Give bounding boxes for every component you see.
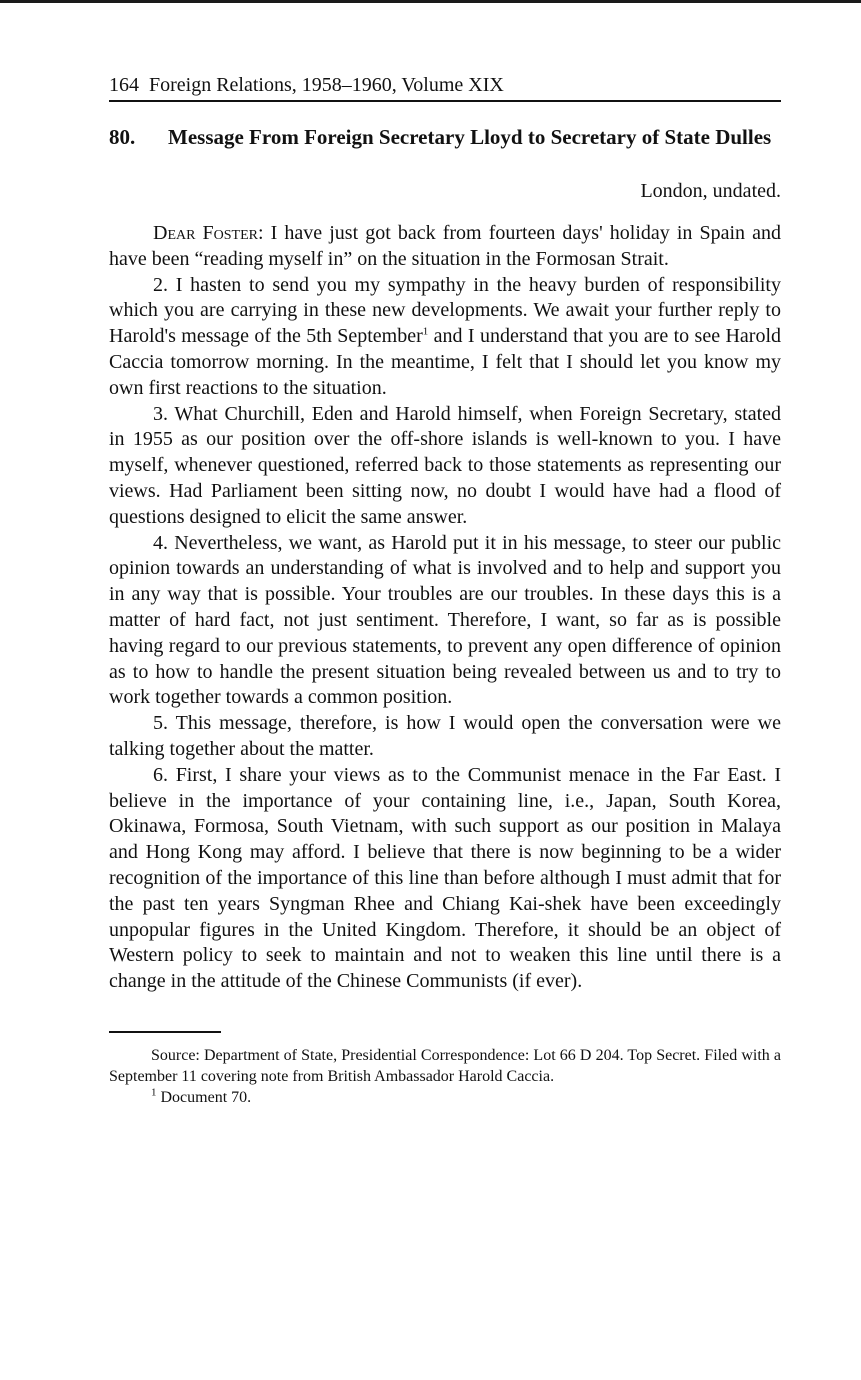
footnote-1 <box>109 1087 781 1108</box>
paragraph-1 <box>109 221 781 273</box>
paragraph-2-text-a: 2. I hasten to send you my sympathy in the heavy burden of responsibility which you are carrying in these new developments. We await your further reply to Harold's message of the 5th September <box>109 273 781 348</box>
footnote-rule <box>109 1031 221 1033</box>
paragraph-2 <box>109 273 781 402</box>
publication-title: Foreign Relations, 1958–1960, Volume XIX <box>149 74 504 96</box>
source-note: Source: Department of State, Presidential Correspondence: Lot 66 D 204. Top Secret. Filed with a September 11 covering note from British Ambassador Harold Caccia. <box>109 1046 781 1085</box>
paragraph-4: 4. Nevertheless, we want, as Harold put it in his message, to steer our public opinion towards an understanding of what is involved and to help and support you in any way that is possible. Your troubles are our troubles. In these days this is a matter of hard fact, not just sentiment. Therefore, I want, so far as is possible having regard to our previous statements, to prevent any open difference of opinion as to how to handle the present situation being revealed between us and to try to work together towards a common position. <box>109 531 781 709</box>
page-top-edge <box>0 0 861 3</box>
document-title: Message From Foreign Secretary Lloyd to Secretary of State Dulles <box>168 125 772 149</box>
footnotes <box>109 1045 781 1108</box>
dateline: London, undated. <box>640 180 781 202</box>
footnote-1-text: Document 70. <box>156 1088 252 1106</box>
footnote-1-marker: 1 <box>151 1086 157 1099</box>
running-head <box>109 72 781 102</box>
paragraph-3: 3. What Churchill, Eden and Harold himself, when Foreign Secretary, stated in 1955 as our position over the off-shore islands is well-known to you. I have myself, whenever questioned, referred back to those statements as representing our views. Had Parliament been sitting now, no doubt I would have had a flood of questions designed to elicit the same answer. <box>109 402 781 528</box>
footnote-ref-1[interactable]: 1 <box>422 325 429 338</box>
paragraph-2-text-b: and I understand that you are to see Harold Caccia tomorrow morning. In the meantime, I felt that I should let you know my own first reactions to the situation. <box>109 325 782 399</box>
document-number: 80. <box>109 125 136 149</box>
paragraph-1-text: I have just got back from fourteen days' holiday in Spain and have been “reading myself in” on the situation in the Formosan Strait. <box>109 222 782 270</box>
document-page <box>109 72 781 1108</box>
page-number: 164 <box>109 74 139 96</box>
paragraph-6: 6. First, I share your views as to the Communist menace in the Far East. I believe in the importance of your containing line, i.e., Japan, South Korea, Okinawa, Formosa, South Vietnam, with such support as our position in Malaya and Hong Kong may afford. I believe that there is now beginning to be a wider recognition of the importance of this line than before although I must admit that for the past ten years Syngman Rhee and Chiang Kai-shek have been exceedingly unpopular figures in the United Kingdom. Therefore, it should be an object of Western policy to seek to maintain and not to weaken this line until there is a change in the attitude of the Chinese Communists (if ever). <box>109 763 781 993</box>
salutation: Dear Foster: <box>153 222 264 244</box>
letter-body <box>109 221 781 995</box>
document-heading <box>109 124 781 151</box>
paragraph-5: 5. This message, therefore, is how I would open the conversation were we talking together about the matter. <box>109 712 781 760</box>
